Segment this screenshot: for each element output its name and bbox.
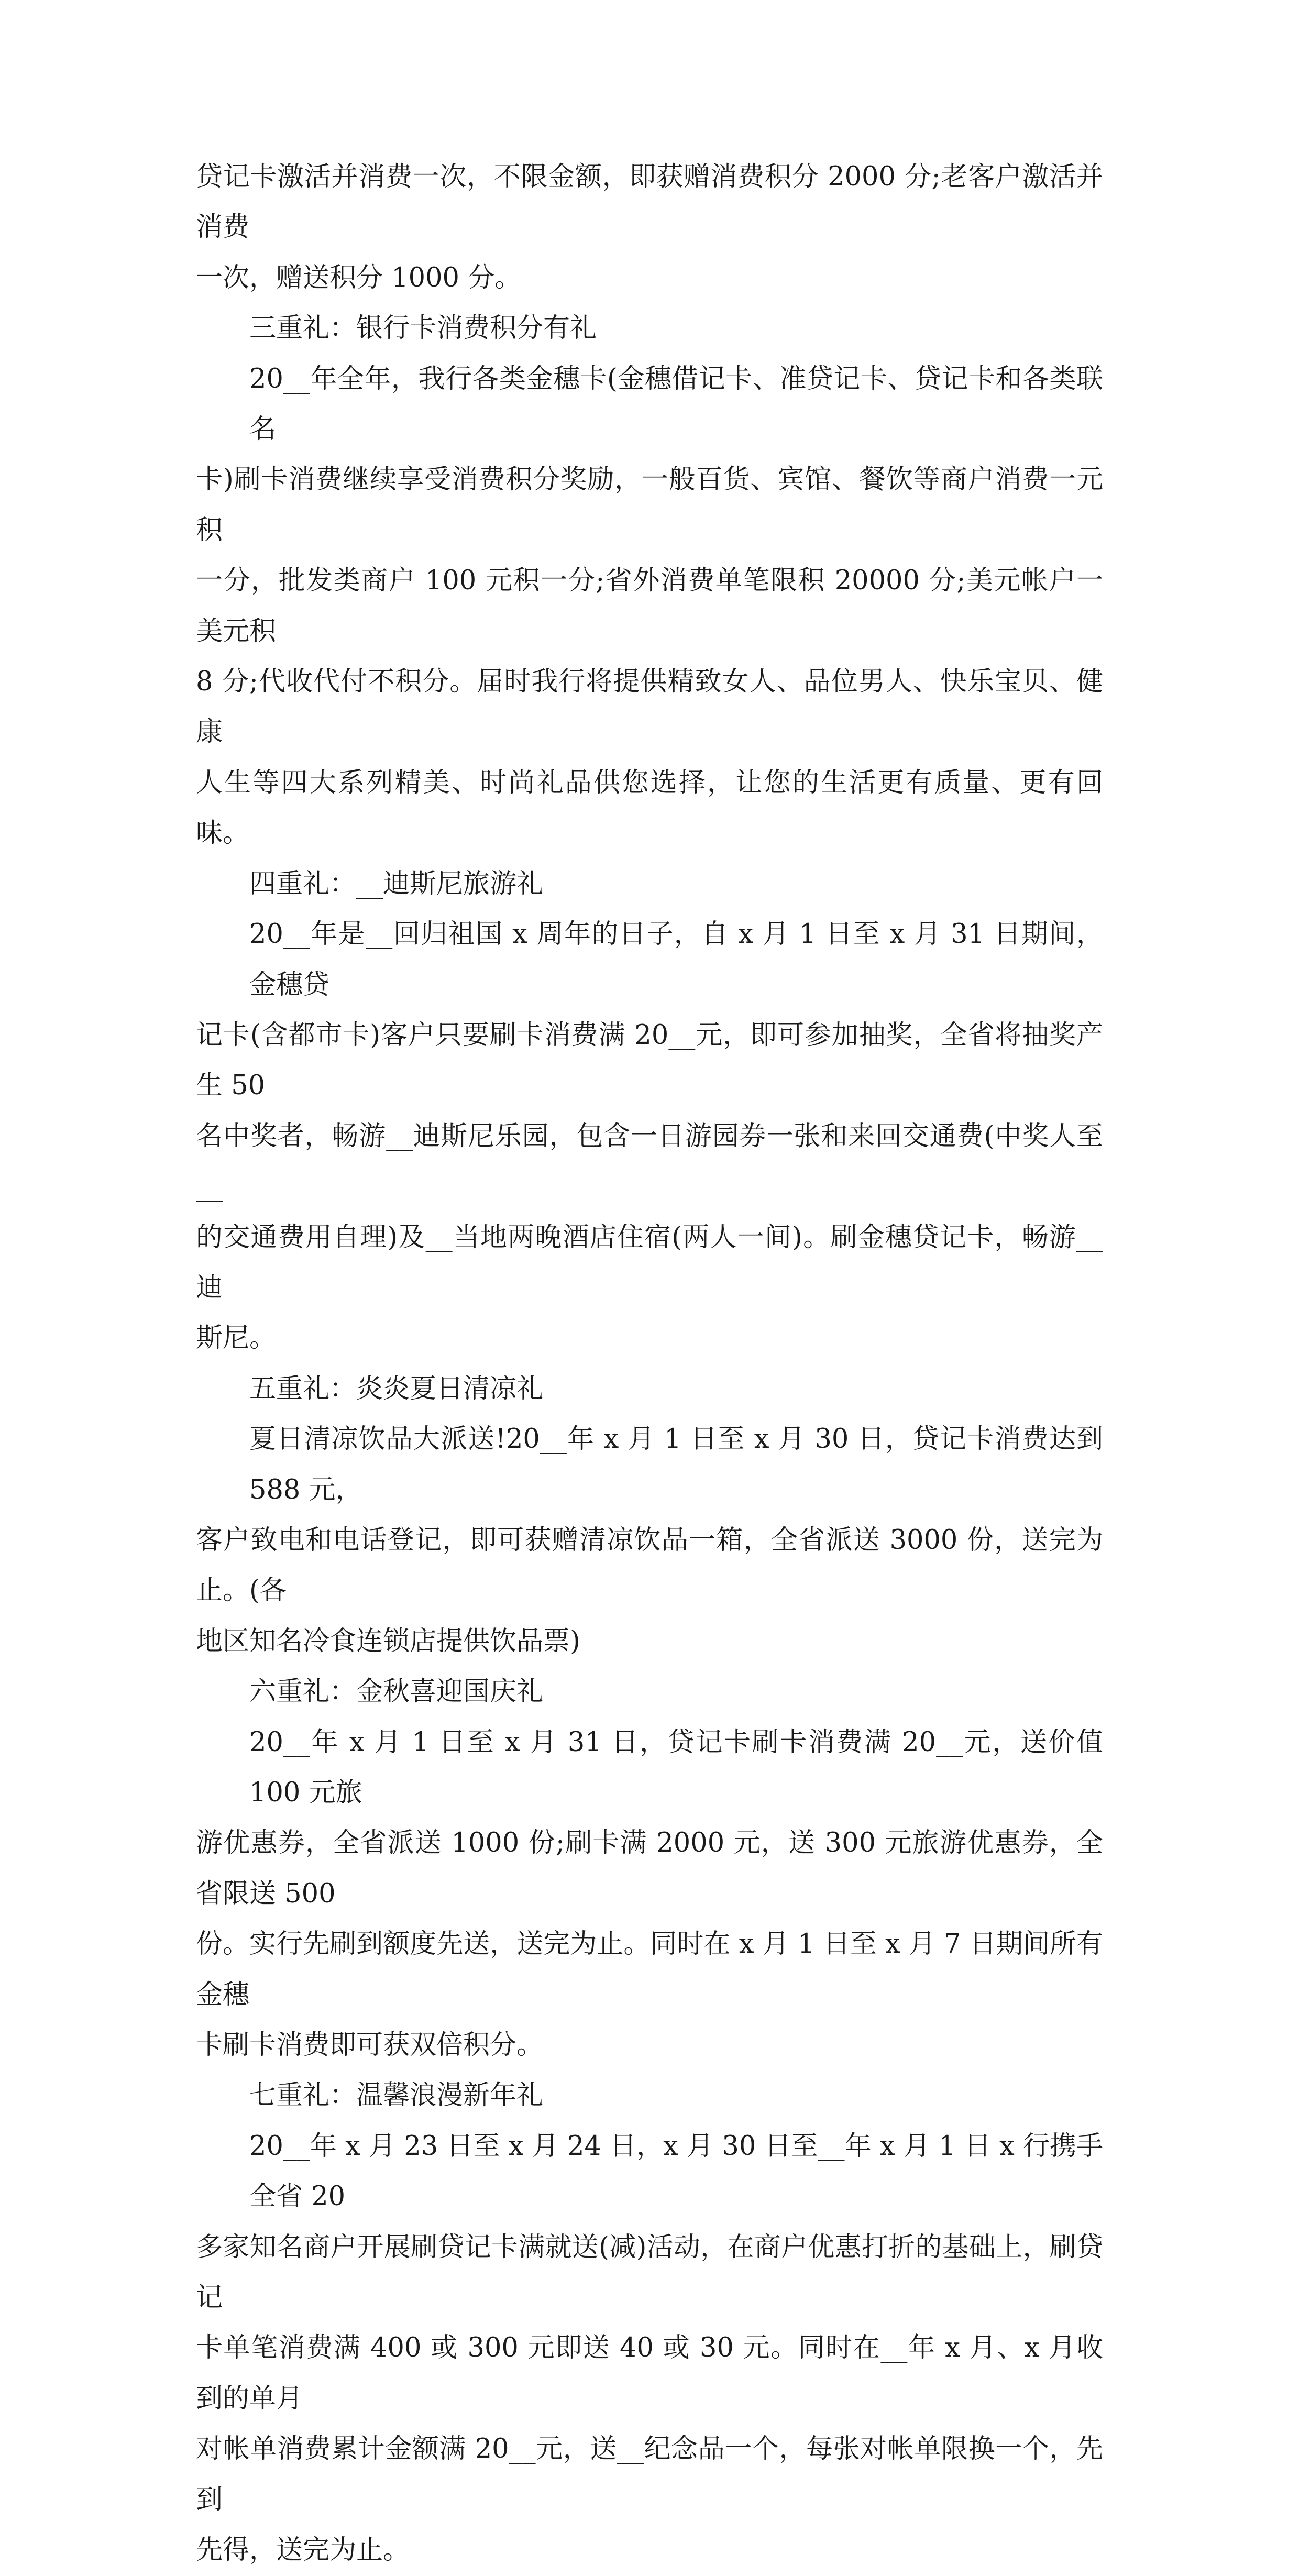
text-line: 份。实行先刷到额度先送，送完为止。同时在 x 月 1 日至 x 月 7 日期间所有金穗 [196,1929,1103,2010]
text-line: 游优惠券，全省派送 1000 份;刷卡满 2000 元，送 300 元旅游优惠券，全省限送 500 [196,1828,1103,1909]
text-line: 20__年 x 月 1 日至 x 月 31 日，贷记卡刷卡消费满 20__元，送价值 100 元旅 [249,1726,1103,1808]
text-line: 卡刷卡消费即可获双倍积分。 [196,2030,544,2061]
text-line: 夏日清凉饮品大派送!20__年 x 月 1 日至 x 月 30 日，贷记卡消费达到 588 元， [249,1424,1103,1505]
text-line: 20__年 x 月 23 日至 x 月 24 日，x 月 30 日至__年 x 月 1 日 x 行携手全省 20 [249,2130,1103,2212]
text-line: 客户致电和电话登记，即可获赠清凉饮品一箱，全省派送 3000 份，送完为止。(各 [196,1524,1103,1606]
text-line: 六重礼：金秋喜迎国庆礼 [249,1676,544,1708]
text-line: 斯尼。 [196,1323,277,1354]
text-line: 多家知名商户开展刷贷记卡满就送(减)活动，在商户优惠打折的基础上，刷贷记 [196,2231,1103,2314]
text-line: 人生等四大系列精美、时尚礼品供您选择，让您的生活更有质量、更有回味。 [196,767,1103,849]
text-line: 七重礼：温馨浪漫新年礼 [249,2080,544,2111]
document-body [196,152,1103,2576]
text-line: 四重礼：__迪斯尼旅游礼 [249,868,544,899]
text-line: 一次，赠送积分 1000 分。 [196,262,522,293]
text-line: 8 分;代收代付不积分。届时我行将提供精致女人、品位男人、快乐宝贝、健康 [196,666,1103,748]
text-line: 卡)刷卡消费继续享受消费积分奖励，一般百货、宾馆、餐饮等商户消费一元积 [196,464,1103,546]
text-line: 三重礼：银行卡消费积分有礼 [249,313,597,344]
text-line: 贷记卡激活并消费一次，不限金额，即获赠消费积分 2000 分;老客户激活并消费 [196,161,1103,243]
text-line: 记卡(含都市卡)客户只要刷卡消费满 20__元，即可参加抽奖，全省将抽奖产生 50 [196,1019,1103,1102]
text-line: 20__年全年，我行各类金穗卡(金穗借记卡、准贷记卡、贷记卡和各类联名 [249,363,1103,445]
text-line: 先得，送完为止。 [196,2535,410,2566]
text-line: 的交通费用自理)及__当地两晚酒店住宿(两人一间)。刷金穗贷记卡，畅游__迪 [196,1221,1103,1303]
text-line: 卡单笔消费满 400 或 300 元即送 40 或 30 元。同时在__年 x 月、x 月收到的单月 [196,2332,1103,2414]
text-line: 五重礼：炎炎夏日清凉礼 [249,1373,544,1404]
text-line: 20__年是__回归祖国 x 周年的日子，自 x 月 1 日至 x 月 31 日期间，金穗贷 [249,919,1103,1000]
text-line: 对帐单消费累计金额满 20__元，送__纪念品一个，每张对帐单限换一个，先到 [196,2434,1103,2515]
text-line: 一分，批发类商户 100 元积一分;省外消费单笔限积 20000 分;美元帐户一美元积 [196,565,1103,647]
text-line: 地区知名冷食连锁店提供饮品票) [196,1625,580,1657]
text-line: 名中奖者，畅游__迪斯尼乐园，包含一日游园券一张和来回交通费(中奖人至__ [196,1120,1103,1203]
